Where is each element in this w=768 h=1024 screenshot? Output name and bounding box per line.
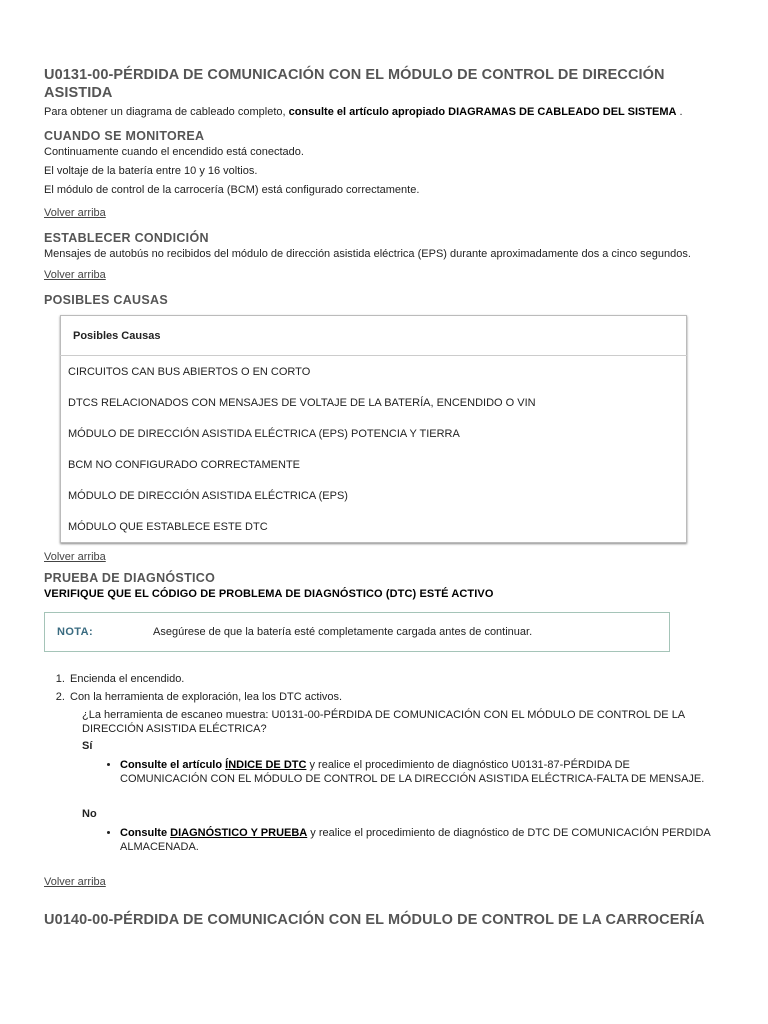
- no-rest: y realice el procedimiento de diagnóstico de DTC DE COMUNICACIÓN PERDIDA ALMACENADA.: [120, 827, 711, 853]
- back-to-top-link[interactable]: Volver arriba: [44, 269, 106, 281]
- section-diagnostic-heading: PRUEBA DE DIAGNÓSTICO: [44, 571, 216, 585]
- table-row: [61, 511, 687, 543]
- diagnostic-subheading: VERIFIQUE QUE EL CÓDIGO DE PROBLEMA DE DIAGNÓSTICO (DTC) ESTÉ ACTIVO: [44, 588, 494, 600]
- condition-text: Mensajes de autobús no recibidos del módulo de dirección asistida eléctrica (EPS) durante aproximadamente dos a cinco segundos.: [44, 248, 691, 260]
- cause-cell: DTCS RELACIONADOS CON MENSAJES DE VOLTAJE DE LA BATERÍA, ENCENDIDO O VIN: [68, 396, 536, 409]
- causes-table-header: Posibles Causas: [61, 316, 687, 356]
- table-row: [61, 356, 687, 388]
- note-label: NOTA:: [57, 626, 94, 638]
- dtc-index-link[interactable]: ÍNDICE DE DTC: [225, 759, 307, 771]
- no-list: [82, 826, 720, 854]
- page-title: U0131-00-PÉRDIDA DE COMUNICACIÓN CON EL MÓDULO DE CONTROL DE DIRECCIÓN ASISTIDA: [44, 67, 665, 101]
- diagnosis-test-link[interactable]: DIAGNÓSTICO Y PRUEBA: [170, 827, 308, 839]
- list-item: [120, 826, 720, 854]
- no-bold: Consulte: [120, 827, 171, 839]
- note-text: Asegúrese de que la batería esté completamente cargada antes de continuar.: [153, 626, 533, 638]
- intro-prefix: Para obtener un diagrama de cableado completo,: [44, 106, 289, 118]
- intro-text: [44, 105, 734, 119]
- step-2: 2. Con la herramienta de exploración, lea los DTC activos.: [68, 690, 734, 705]
- next-section-title: U0140-00-PÉRDIDA DE COMUNICACIÓN CON EL MÓDULO DE CONTROL DE LA CARROCERÍA: [44, 912, 705, 928]
- monitor-line-3: El módulo de control de la carrocería (BCM) está configurado correctamente.: [44, 184, 420, 196]
- cause-cell: MÓDULO DE DIRECCIÓN ASISTIDA ELÉCTRICA (EPS) POTENCIA Y TIERRA: [68, 427, 460, 440]
- causes-table: [60, 315, 687, 543]
- section-causes-heading: POSIBLES CAUSAS: [44, 293, 168, 307]
- yes-bold: Consulte el artículo: [120, 759, 226, 771]
- yes-list: [82, 758, 720, 786]
- back-to-top-link[interactable]: Volver arriba: [44, 876, 106, 888]
- table-row: [61, 480, 687, 511]
- back-to-top-link[interactable]: Volver arriba: [44, 551, 106, 563]
- table-row: [61, 449, 687, 480]
- diagnostic-steps: [44, 672, 734, 705]
- document: [44, 66, 734, 928]
- table-row: [61, 418, 687, 449]
- cause-cell: CIRCUITOS CAN BUS ABIERTOS O EN CORTO: [68, 365, 311, 378]
- table-row: [61, 387, 687, 418]
- yes-label: Sí: [82, 740, 93, 752]
- monitor-line-1: Continuamente cuando el encendido está conectado.: [44, 146, 304, 158]
- list-item: [120, 758, 720, 786]
- back-to-top-link[interactable]: Volver arriba: [44, 207, 106, 219]
- cause-cell: MÓDULO QUE ESTABLECE ESTE DTC: [68, 520, 268, 533]
- monitor-line-2: El voltaje de la batería entre 10 y 16 voltios.: [44, 165, 258, 177]
- no-label: No: [82, 808, 97, 820]
- step-1: 1. Encienda el encendido.: [68, 672, 734, 687]
- intro-bold: consulte el artículo apropiado DIAGRAMAS DE CABLEADO DEL SISTEMA: [288, 106, 677, 118]
- section-condition-heading: ESTABLECER CONDICIÓN: [44, 231, 209, 245]
- cause-cell: BCM NO CONFIGURADO CORRECTAMENTE: [68, 458, 301, 471]
- section-monitor-heading: CUANDO SE MONITOREA: [44, 129, 205, 143]
- note-box: [44, 612, 670, 652]
- yes-rest: y realice el procedimiento de diagnóstico U0131-87-PÉRDIDA DE COMUNICACIÓN CON EL MÓDULO DE CONTROL DE LA DIRECCIÓN ASISTIDA ELÉCTRICA-FALTA DE MENSAJE.: [120, 759, 705, 785]
- diagnostic-question: ¿La herramienta de escaneo muestra: U0131-00-PÉRDIDA DE COMUNICACIÓN CON EL MÓDULO DE CONTROL DE LA DIRECCIÓN ASISTIDA ELÉCTRICA?: [82, 709, 685, 735]
- intro-suffix: .: [676, 106, 683, 118]
- cause-cell: MÓDULO DE DIRECCIÓN ASISTIDA ELÉCTRICA (EPS): [68, 489, 348, 502]
